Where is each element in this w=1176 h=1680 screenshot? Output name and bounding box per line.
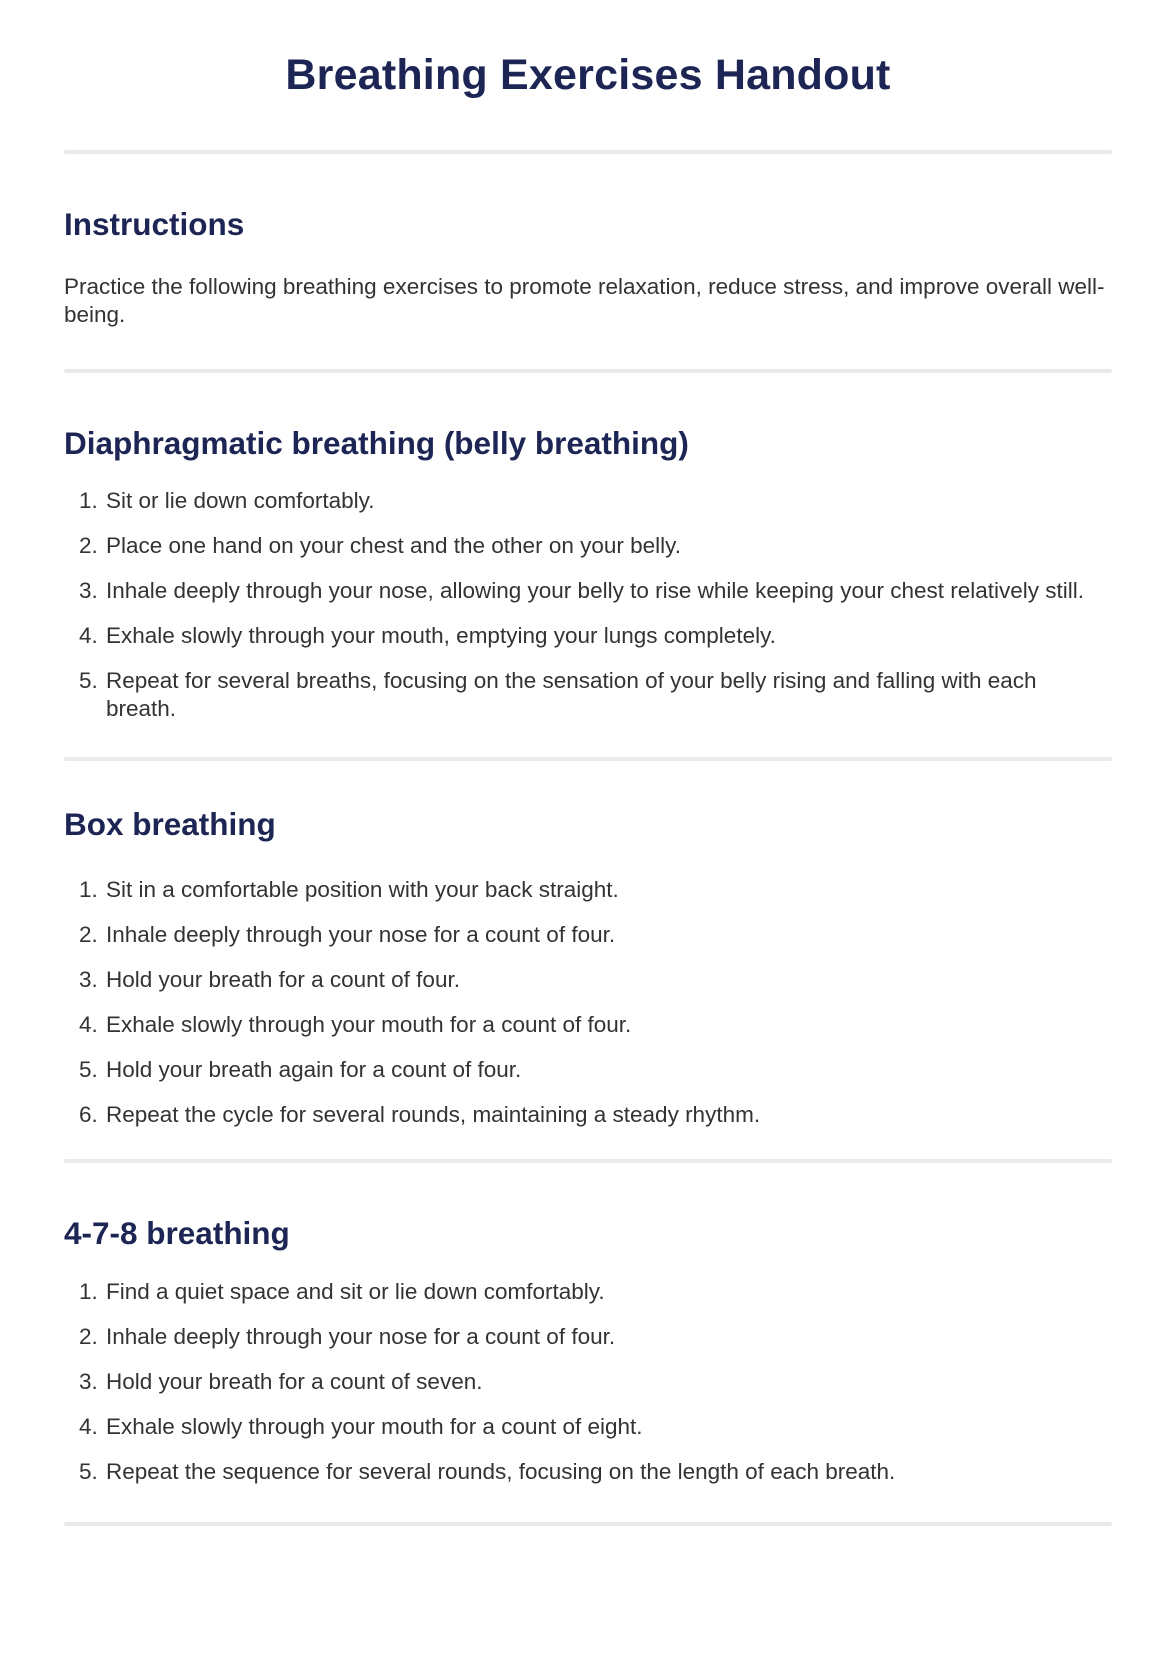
document-page <box>0 50 1176 1566</box>
section-instructions <box>64 206 1112 330</box>
section-divider <box>64 369 1112 373</box>
step-item: 5. Repeat for several breaths, focusing on the sensation of your belly rising and falling with each breath. <box>104 667 1094 723</box>
step-item: 1. Find a quiet space and sit or lie down comfortably. <box>104 1278 1094 1306</box>
box-breathing-steps-list <box>64 876 1112 1129</box>
section-divider <box>64 1522 1112 1526</box>
step-item: 3. Hold your breath for a count of four. <box>104 966 1094 994</box>
step-item: 5. Hold your breath again for a count of four. <box>104 1056 1094 1084</box>
section-diaphragmatic-breathing <box>64 425 1112 723</box>
step-item: 3. Inhale deeply through your nose, allowing your belly to rise while keeping your chest relatively still. <box>104 577 1094 605</box>
diaphragmatic-breathing-heading: Diaphragmatic breathing (belly breathing) <box>64 425 689 462</box>
page-title: Breathing Exercises Handout <box>285 51 891 99</box>
section-divider <box>64 150 1112 154</box>
box-breathing-heading: Box breathing <box>64 806 276 843</box>
478-breathing-steps-list <box>64 1278 1112 1486</box>
step-item: 1. Sit or lie down comfortably. <box>104 487 1094 515</box>
step-item: 5. Repeat the sequence for several rounds, focusing on the length of each breath. <box>104 1458 1094 1486</box>
478-breathing-heading: 4-7-8 breathing <box>64 1214 290 1251</box>
step-item: 2. Inhale deeply through your nose for a count of four. <box>104 1323 1094 1351</box>
step-item: 4. Exhale slowly through your mouth for a count of four. <box>104 1011 1094 1039</box>
step-item: 2. Place one hand on your chest and the other on your belly. <box>104 532 1094 560</box>
instructions-paragraph: Practice the following breathing exercises to promote relaxation, reduce stress, and improve overall well-being. <box>64 274 1105 328</box>
section-box-breathing <box>64 806 1112 1129</box>
step-item: 3. Hold your breath for a count of seven. <box>104 1368 1094 1396</box>
step-item: 4. Exhale slowly through your mouth for a count of eight. <box>104 1413 1094 1441</box>
step-item: 1. Sit in a comfortable position with your back straight. <box>104 876 1094 904</box>
section-divider <box>64 757 1112 761</box>
step-item: 4. Exhale slowly through your mouth, emptying your lungs completely. <box>104 622 1094 650</box>
instructions-heading: Instructions <box>64 205 245 242</box>
diaphragmatic-steps-list <box>64 487 1112 723</box>
section-478-breathing <box>64 1215 1112 1486</box>
section-divider <box>64 1159 1112 1163</box>
step-item: 2. Inhale deeply through your nose for a count of four. <box>104 921 1094 949</box>
step-item: 6. Repeat the cycle for several rounds, maintaining a steady rhythm. <box>104 1101 1094 1129</box>
